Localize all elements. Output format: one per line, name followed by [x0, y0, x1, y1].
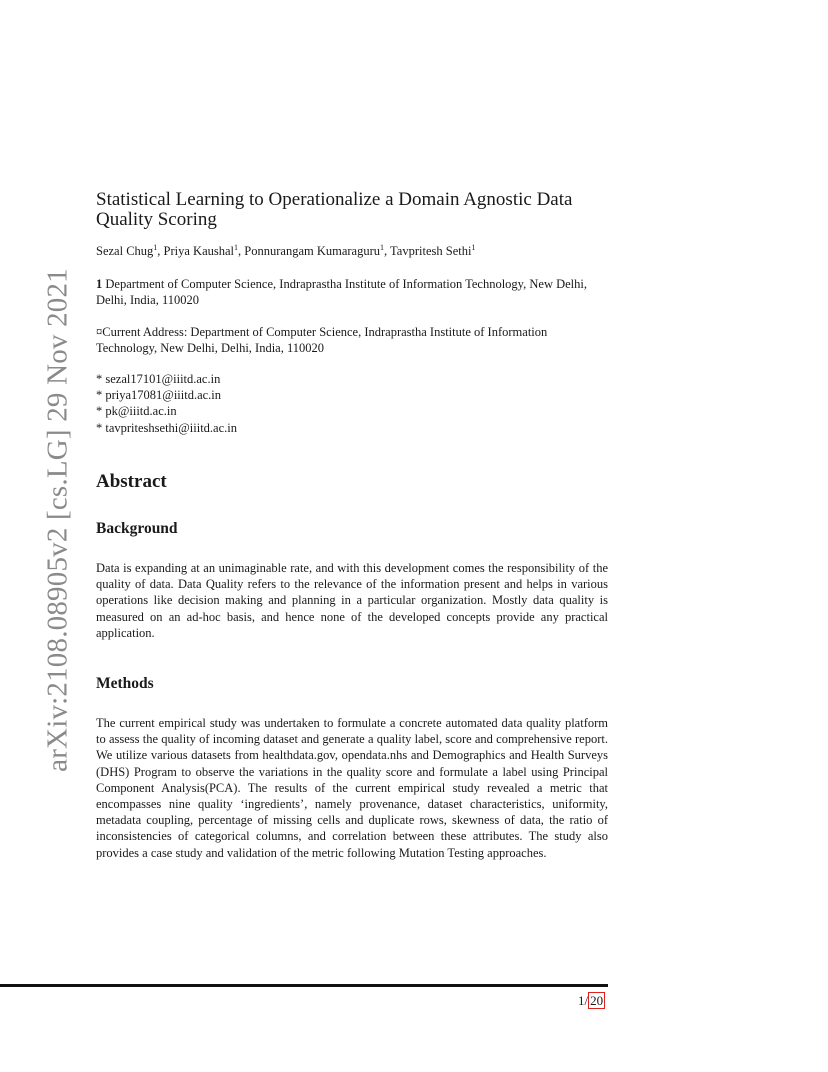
paper-title: Statistical Learning to Operationalize a Domain Agnostic Data Quality Scoring	[96, 189, 573, 230]
email-list	[96, 371, 237, 436]
affiliation-text: Department of Computer Science, Indraprastha Institute of Information Technology, New Delhi, Delhi, India, 110020	[96, 277, 587, 308]
affiliation	[96, 276, 608, 308]
email-item: * priya17081@iiitd.ac.in	[96, 388, 222, 403]
background-heading: Background	[96, 520, 178, 537]
background-paragraph: Data is expanding at an unimaginable rate, and with this development comes the responsibility of the quality of data. Data Quality refers to the relevance of the information present and helps in various operations like decision making and planning in a particular organization. Mostly data quality is measured on an ad-hoc basis, and hence none of the developed concepts provide any practical application.	[96, 561, 608, 640]
email-item: * pk@iiitd.ac.in	[96, 404, 177, 419]
methods-paragraph: The current empirical study was undertaken to formulate a concrete automated data quality platform to assess the quality of incoming dataset and generate a quality label, score and comprehensive report. We utilize various datasets from healthdata.gov, opendata.nhs and Demographics and Health Surveys (DHS) Program to observe the variations in the quality score and formulate a label using Principal Component Analysis(PCA). The results of the current empirical study revealed a metric that encompasses nine quality ‘ingredients’, namely provenance, dataset characteristics, uniformity, metadata coupling, percentage of missing cells and duplicate rows, skewness of data, the ratio of inconsistencies of categorical columns, and correlation between these attributes. The study also provides a case study and validation of the metric following Mutation Testing approaches.	[96, 716, 608, 860]
current-address	[96, 324, 608, 356]
author-separator: ,	[384, 244, 391, 259]
current-address-symbol: ¤	[96, 325, 103, 339]
author-affiliation-mark: 1	[380, 243, 385, 252]
author-list	[96, 243, 475, 259]
author-affiliation-mark: 1	[471, 243, 476, 252]
author-separator: ,	[157, 244, 164, 259]
author-name: Ponnurangam Kumaraguru	[244, 244, 381, 259]
author-affiliation-mark: 1	[234, 243, 239, 252]
author-name: Priya Kaushal	[163, 244, 235, 259]
total-pages-link[interactable]: 20	[590, 993, 604, 1008]
email-item: * sezal17101@iiitd.ac.in	[96, 372, 221, 386]
footer-rule	[0, 984, 608, 987]
current-page: 1	[578, 993, 585, 1008]
email-item: * tavpriteshsethi@iiitd.ac.in	[96, 420, 237, 435]
page-separator: /	[584, 993, 589, 1008]
arxiv-identifier: arXiv:2108.08905v2 [cs.LG] 29 Nov 2021	[41, 268, 74, 772]
author-separator: ,	[238, 244, 245, 259]
current-address-text: Current Address: Department of Computer Science, Indraprastha Institute of Information Technology, New Delhi, Delhi, India, 110020	[96, 325, 548, 356]
affiliation-number: 1	[96, 277, 103, 291]
author-name: Tavpritesh Sethi	[390, 244, 472, 259]
methods-heading: Methods	[96, 675, 154, 692]
author-name: Sezal Chug	[96, 244, 154, 259]
abstract-heading: Abstract	[96, 471, 167, 492]
author-affiliation-mark: 1	[153, 243, 158, 252]
page-number	[578, 993, 605, 1009]
